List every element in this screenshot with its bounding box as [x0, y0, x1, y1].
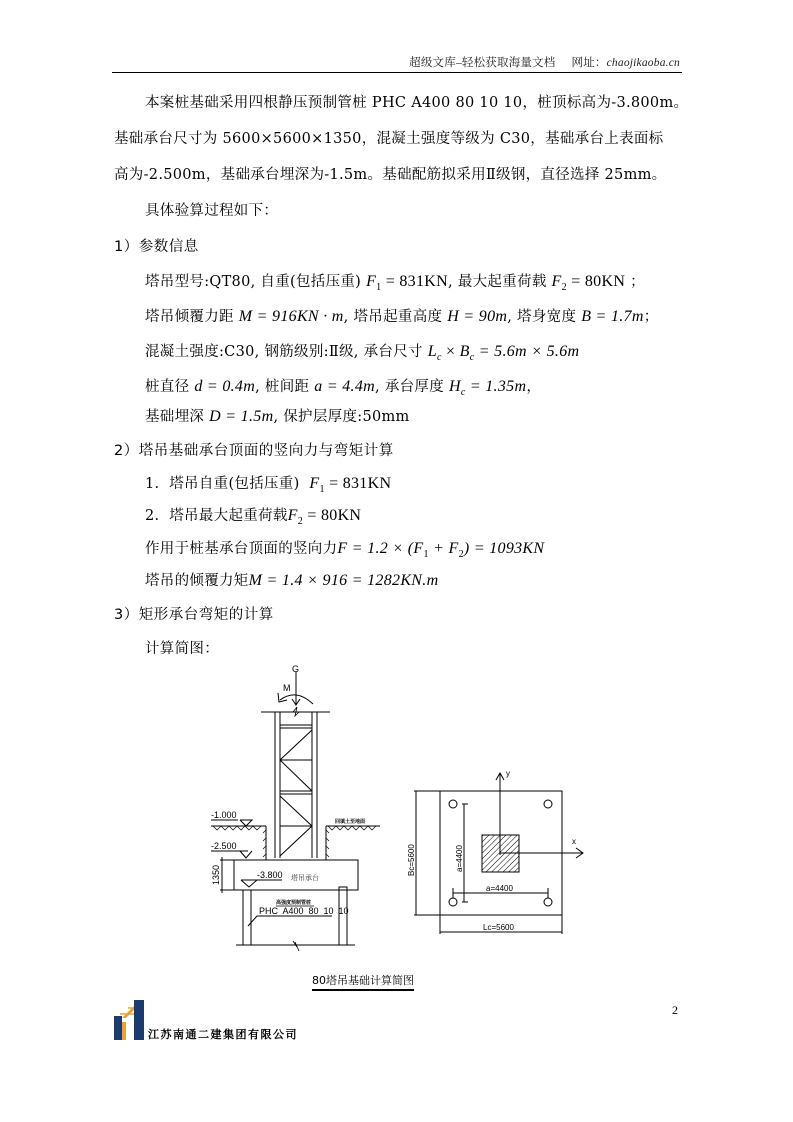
math-f1: $F_1 = 831KN$: [309, 475, 392, 496]
item-label: 塔吊的倾覆力矩: [145, 573, 249, 589]
math-f2: $F_2 = 80KN$: [287, 507, 362, 528]
param-text: , 承台厚度: [375, 379, 445, 395]
param-text: ；: [643, 309, 659, 325]
math-f1: $F_1 = 831KN$: [366, 273, 448, 294]
axis-y-label: y: [506, 769, 510, 778]
level-pile-top: -3.800: [257, 870, 283, 880]
company-name: 江苏南通二建集团有限公司: [148, 1028, 298, 1041]
math-f2: $F_2 = 80KN$: [551, 273, 626, 294]
param-text: , 桩间距: [255, 379, 310, 395]
math-h: H = 90m: [447, 308, 508, 325]
param-text: 塔吊倾覆力距: [145, 309, 234, 325]
header-site-name: 超级文库–轻松获取海量文档: [409, 57, 556, 69]
item-label: 2. 塔吊最大起重荷载: [145, 508, 288, 524]
pile-spec: PHC A400 80 10 10: [259, 906, 349, 916]
cap-thickness: 1350: [211, 864, 221, 885]
level-ground: -1.000: [211, 810, 237, 820]
param-text: 桩直径: [145, 379, 190, 395]
level-cap-top: -2.500: [211, 841, 237, 851]
param-text: , 保护层厚度:50mm: [273, 409, 410, 425]
dim-bc: Bc=5600: [407, 844, 416, 876]
section-2-title: 2）塔吊基础承台顶面的竖向力与弯矩计算: [114, 443, 394, 459]
load-g-label: G: [292, 664, 300, 674]
param-text: ；: [625, 274, 645, 290]
dim-lc: Lc=5600: [483, 923, 514, 932]
param-text: , 塔身宽度: [507, 309, 577, 325]
param-text: 基础埋深: [145, 409, 205, 425]
logo-bar-right: [134, 1000, 144, 1040]
math-hc: $H_c = 1.35m$: [448, 378, 527, 399]
section-1-title: 1）参数信息: [114, 239, 199, 255]
math-b: B = 1.7m: [581, 308, 644, 325]
axis-x-label: x: [572, 837, 576, 846]
param-text: 塔吊型号:QT80, 自重(包括压重): [145, 274, 362, 290]
intro-line-3: 高为-2.500m，基础承台埋深为-1.5m。基础配筋拟采用Ⅱ级钢，直径选择 25mm。: [114, 167, 667, 183]
intro-line-1: 本案桩基础采用四根静压预制管桩 PHC A400 80 10 10，桩顶标高为-3.800m。: [145, 95, 689, 111]
diagram-label: 计算简图：: [145, 641, 219, 657]
cap-label: 塔吊承台: [291, 875, 319, 882]
math-d: d = 0.4m: [194, 378, 256, 395]
dim-a-horizontal: a=4400: [486, 884, 513, 893]
tower-footprint: [482, 835, 519, 872]
page-number: 2: [672, 1003, 678, 1017]
header-url-label: 网址：: [571, 57, 607, 69]
intro-line-2: 基础承台尺寸为 5600×5600×1350，混凝土强度等级为 C30，基础承台上表面标: [114, 131, 664, 147]
math-cap-size: $L_c \times B_c = 5.6m \times 5.6m$: [427, 343, 580, 364]
company-logo: [114, 1000, 150, 1040]
item-label: 1. 塔吊自重(包括压重): [145, 476, 310, 492]
math-depth: D = 1.5m: [209, 408, 274, 425]
math-vertical-force: $F = 1.2 \times (F_1 + F_2) = 1093KN$: [337, 540, 545, 561]
math-moment: M = 1.4 × 916 = 1282KN.m: [248, 572, 439, 589]
param-text: , 塔吊起重高度: [343, 309, 443, 325]
pile-note: 高强度预制管桩: [276, 900, 312, 906]
param-text: , 最大起重荷载: [448, 274, 547, 290]
param-text: 混凝土强度:C30, 钢筋级别:Ⅱ级, 承台尺寸: [145, 344, 423, 360]
figure-caption: 80塔吊基础计算简图: [312, 972, 414, 991]
backfill-note: 回填土至地面: [335, 819, 366, 825]
math-a: a = 4.4m: [314, 378, 375, 395]
item-label: 作用于桩基承台顶面的竖向力: [145, 541, 338, 557]
param-text: ，: [526, 379, 542, 395]
math-m: M = 916KN · m: [238, 308, 344, 325]
header-url[interactable]: chaojikaoba.cn: [606, 57, 680, 69]
section-3-title: 3）矩形承台弯矩的计算: [114, 607, 274, 623]
intro-line-4: 具体验算过程如下：: [145, 203, 279, 219]
dim-a-vertical: a=4400: [455, 845, 464, 872]
moment-m-label: M: [283, 683, 291, 693]
